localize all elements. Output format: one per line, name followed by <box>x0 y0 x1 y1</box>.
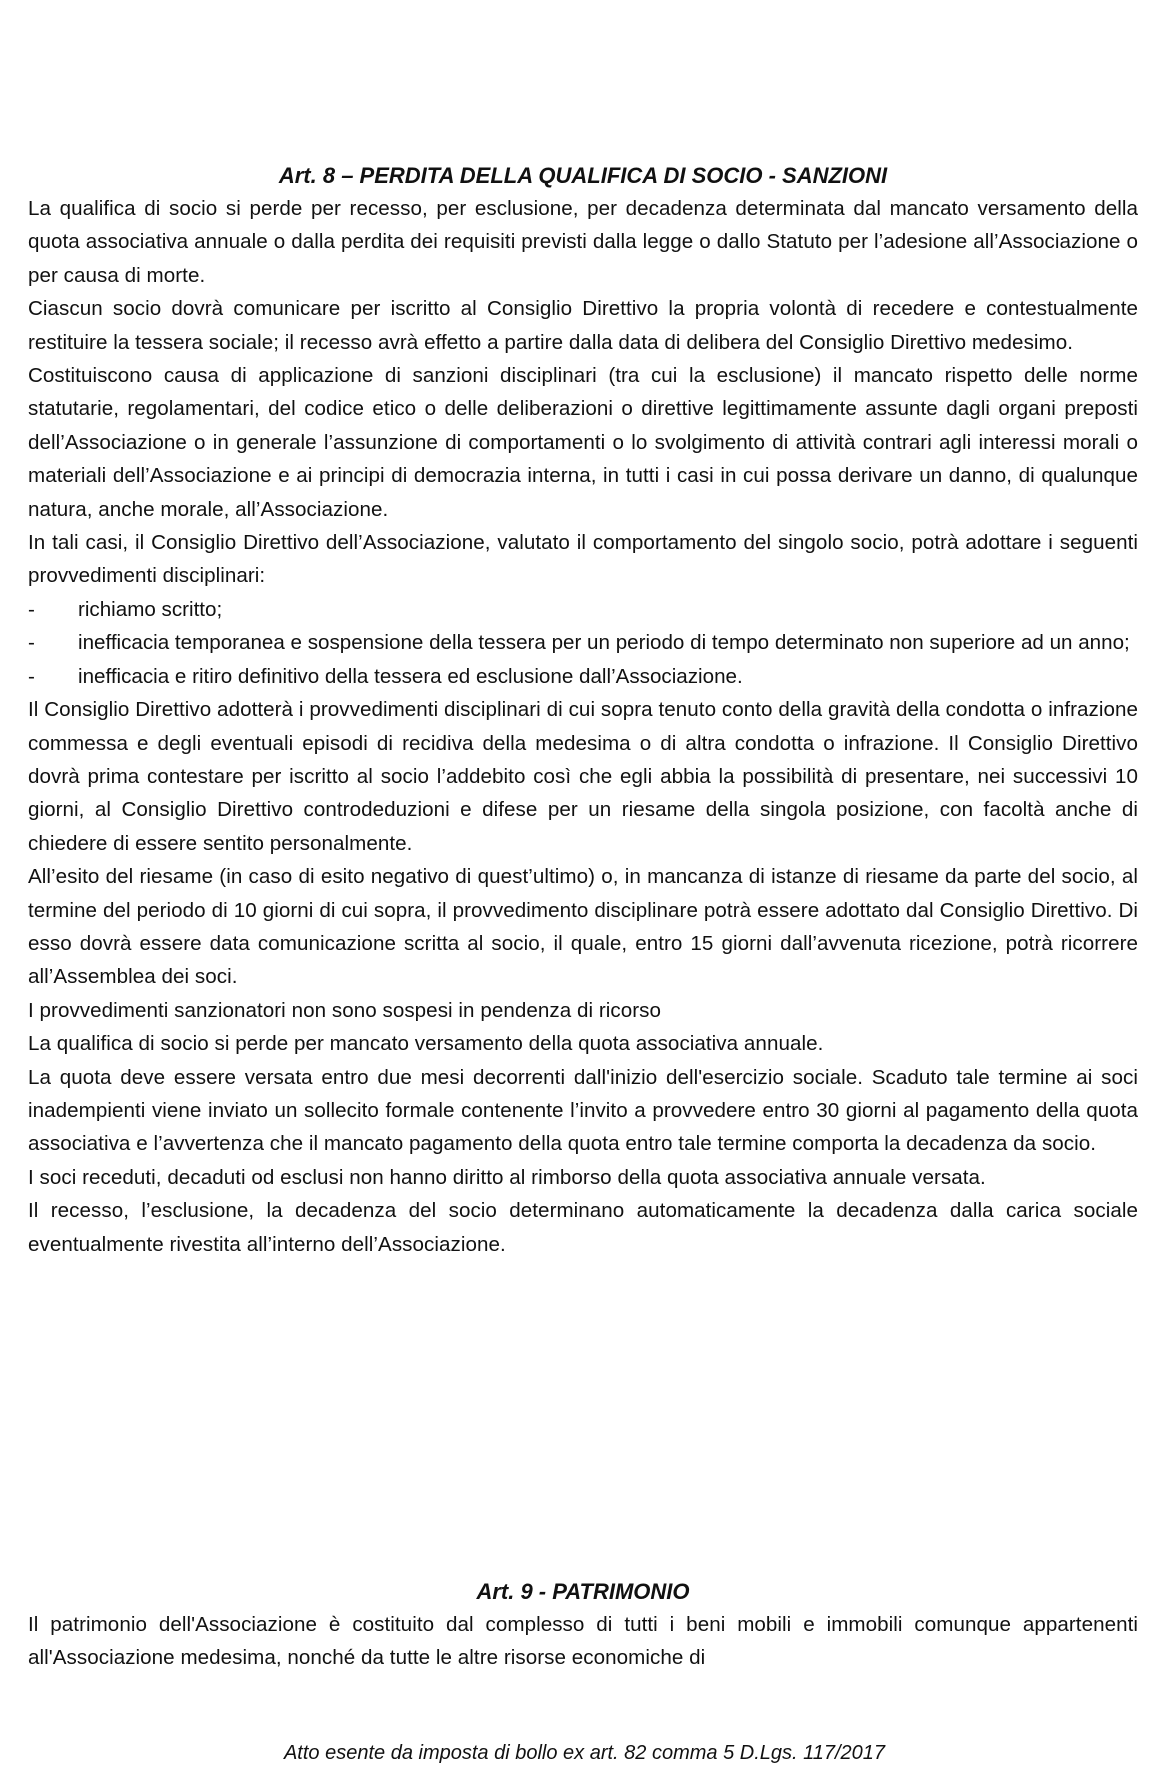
bullet-dash: - <box>28 631 35 655</box>
article-9-body <box>28 1608 1138 1675</box>
bullet-text: richiamo scritto; <box>78 597 223 621</box>
bullet-dash: - <box>28 597 35 621</box>
list-item <box>28 626 1138 659</box>
bullet-text: inefficacia e ritiro definitivo della tessera ed esclusione dall’Associazione. <box>78 664 743 688</box>
article-8-body <box>28 192 1138 1261</box>
list-item <box>28 660 1138 693</box>
art8-paragraph-1: La qualifica di socio si perde per recesso, per esclusione, per decadenza determinata dal mancato versamento della quota associativa annuale o dalla perdita dei requisiti previsti dalla legge o dallo Statuto per l’adesione all’Associazione o per causa di morte. <box>28 197 1138 287</box>
art9-paragraph-1: Il patrimonio dell'Associazione è costituito dal complesso di tutti i beni mobili e immobili comunque appartenenti all'Associazione medesima, nonché da tutte le altre risorse economiche di <box>28 1613 1138 1670</box>
art8-paragraph-11: Il recesso, l’esclusione, la decadenza del socio determinano automaticamente la decadenza dalla carica sociale eventualmente rivestita all’interno dell’Associazione. <box>28 1199 1138 1256</box>
art8-paragraph-9: La quota deve essere versata entro due mesi decorrenti dall'inizio dell'esercizio sociale. Scaduto tale termine ai soci inadempienti viene inviato un sollecito formale contenente l’invito a provvedere entro 30 giorni al pagamento della quota associativa e l’avvertenza che il mancato pagamento della quota entro tale termine comporta la decadenza da socio. <box>28 1065 1138 1156</box>
art8-paragraph-4: In tali casi, il Consiglio Direttivo dell’Associazione, valutato il comportamento del singolo socio, potrà adottare i seguenti provvedimenti disciplinari: <box>28 531 1138 588</box>
page-footer: Atto esente da imposta di bollo ex art. 82 comma 5 D.Lgs. 117/2017 <box>283 1742 886 1764</box>
art8-paragraph-10: I soci receduti, decaduti od esclusi non hanno diritto al rimborso della quota associativa annuale versata. <box>28 1165 986 1189</box>
art8-paragraph-5: Il Consiglio Direttivo adotterà i provvedimenti disciplinari di cui sopra tenuto conto della gravità della condotta o infrazione commessa e degli eventuali episodi di recidiva della medesima o di altra condotta o infrazione. Il Consiglio Direttivo dovrà prima contestare per iscritto al socio l’addebito così che egli abbia la possibilità di presentare, nei successivi 10 giorni, al Consiglio Direttivo controdeduzioni e difese per un riesame della singola posizione, con facoltà anche di chiedere di essere sentito personalmente. <box>28 698 1138 855</box>
art8-paragraph-3: Costituiscono causa di applicazione di sanzioni disciplinari (tra cui la esclusione) il mancato rispetto delle norme statutarie, regolamentari, del codice etico o delle deliberazioni o direttive legittimamente assunte dagli organi preposti dell’Associazione o in generale l’assunzione di comportamenti o lo svolgimento di attività contrari agli interessi morali o materiali dell’Associazione e ai principi di democrazia interna, in tutti i casi in cui possa derivare un danno, di qualunque natura, anche morale, all’Associazione. <box>28 364 1138 521</box>
bullet-text: inefficacia temporanea e sospensione della tessera per un periodo di tempo determinato non superiore ad un anno; <box>78 631 1130 655</box>
art8-paragraph-8: La qualifica di socio si perde per mancato versamento della quota associativa annuale. <box>28 1032 824 1056</box>
article-8-heading: Art. 8 – PERDITA DELLA QUALIFICA DI SOCIO - SANZIONI <box>278 163 888 188</box>
bullet-dash: - <box>28 664 35 688</box>
art8-paragraph-7: I provvedimenti sanzionatori non sono sospesi in pendenza di ricorso <box>28 998 662 1022</box>
art8-paragraph-2: Ciascun socio dovrà comunicare per iscritto al Consiglio Direttivo la propria volontà di recedere e contestualmente restituire la tessera sociale; il recesso avrà effetto a partire dalla data di delibera del Consiglio Direttivo medesimo. <box>28 297 1138 354</box>
list-item <box>28 593 1138 626</box>
art8-paragraph-6: All’esito del riesame (in caso di esito negativo di quest’ultimo) o, in mancanza di istanze di riesame da parte del socio, al termine del periodo di 10 giorni di cui sopra, il provvedimento disciplinare potrà essere adottato dal Consiglio Direttivo. Di esso dovrà essere data comunicazione scritta al socio, il quale, entro 15 giorni dall’avvenuta ricezione, potrà ricorrere all’Assemblea dei soci. <box>28 865 1138 989</box>
article-9-heading: Art. 9 - PATRIMONIO <box>476 1579 690 1604</box>
